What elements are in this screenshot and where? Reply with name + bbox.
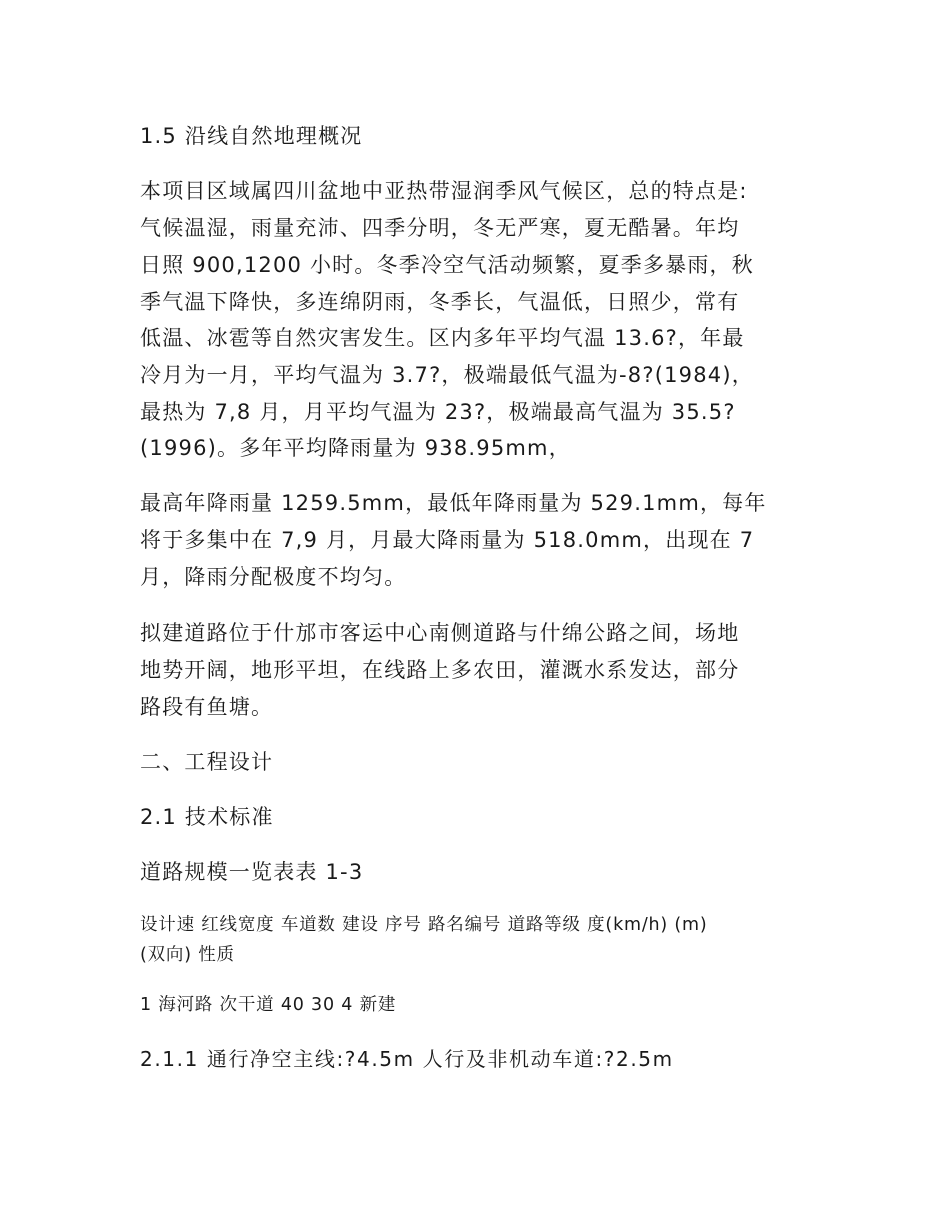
paragraph-line: 本项目区域属四川盆地中亚热带湿润季风气候区，总的特点是: bbox=[140, 179, 748, 203]
section-heading-1-5: 1.5 沿线自然地理概况 bbox=[140, 124, 363, 148]
paragraph-line: 日照 900,1200 小时。冬季冷空气活动频繁，夏季多暴雨，秋 bbox=[140, 253, 754, 277]
chapter-heading-2: 二、工程设计 bbox=[140, 750, 274, 774]
paragraph-line: 将于多集中在 7,9 月，月最大降雨量为 518.0mm，出现在 7 bbox=[140, 528, 755, 552]
paragraph-line: (1996)。多年平均降雨量为 938.95mm， bbox=[140, 436, 571, 460]
paragraph-line: 冷月为一月，平均气温为 3.7?，极端最低气温为-8?(1984)， bbox=[140, 363, 754, 387]
paragraph-line: 气候温湿，雨量充沛、四季分明，冬无严寒，夏无酷暑。年均 bbox=[140, 216, 740, 240]
table-row: 1 海河路 次干道 40 30 4 新建 bbox=[140, 995, 397, 1015]
table-header-line: 设计速 红线宽度 车道数 建设 序号 路名编号 道路等级 度(km/h) (m) bbox=[140, 915, 708, 935]
paragraph-line: 月，降雨分配极度不均匀。 bbox=[140, 565, 407, 589]
paragraph-line: 拟建道路位于什邡市客运中心南侧道路与什绵公路之间，场地 bbox=[140, 621, 740, 645]
table-title: 道路规模一览表表 1-3 bbox=[140, 860, 364, 884]
paragraph-line: 最热为 7,8 月，月平均气温为 23?，极端最高气温为 35.5? bbox=[140, 400, 736, 424]
section-heading-2-1-1: 2.1.1 通行净空主线:?4.5m 人行及非机动车道:?2.5m bbox=[140, 1047, 674, 1071]
paragraph-line: 低温、冰雹等自然灾害发生。区内多年平均气温 13.6?，年最 bbox=[140, 326, 745, 350]
paragraph-line: 季气温下降快，多连绵阴雨，冬季长，气温低，日照少，常有 bbox=[140, 290, 740, 314]
table-header-line: (双向) 性质 bbox=[140, 945, 235, 965]
paragraph-line: 路段有鱼塘。 bbox=[140, 695, 274, 719]
paragraph-line: 地势开阔，地形平坦，在线路上多农田，灌溉水系发达，部分 bbox=[140, 658, 740, 682]
section-heading-2-1: 2.1 技术标准 bbox=[140, 805, 274, 829]
paragraph-line: 最高年降雨量 1259.5mm，最低年降雨量为 529.1mm，每年 bbox=[140, 491, 767, 515]
